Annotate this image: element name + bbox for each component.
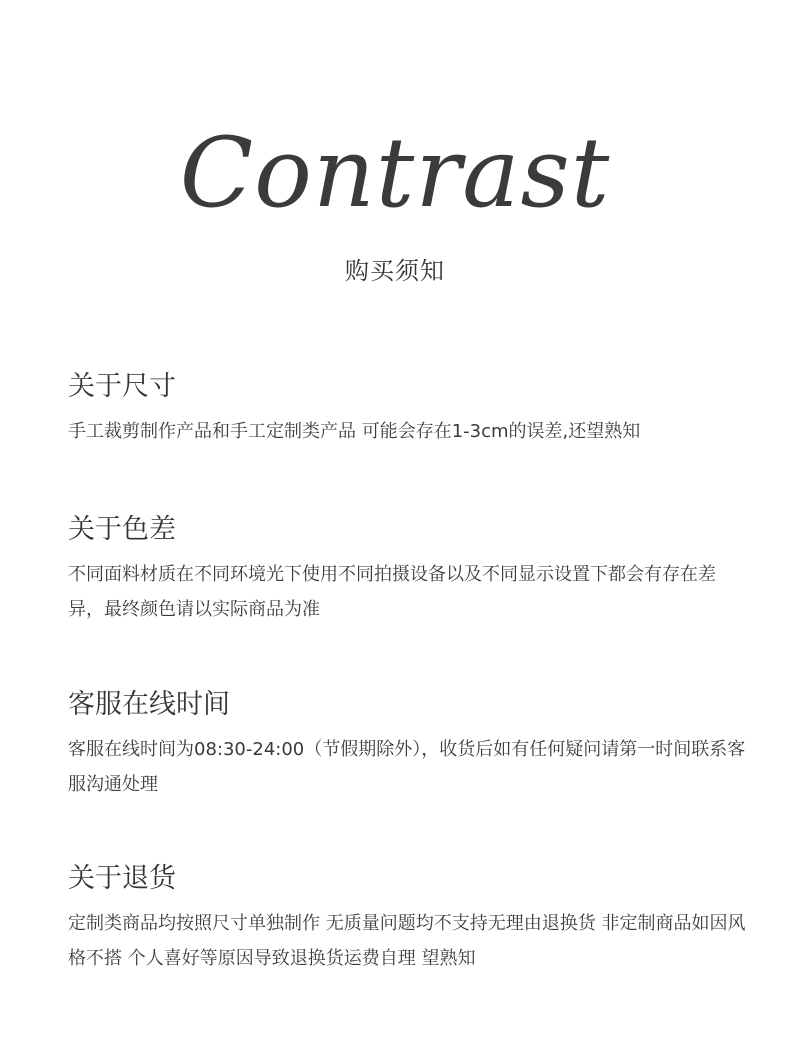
section-returns (68, 860, 748, 976)
brand-logo: Contrast (179, 117, 611, 229)
section-body-customer-service: 客服在线时间为08:30-24:00（节假期除外），收货后如有任何疑问请第一时间联系客服沟通处理 (68, 739, 746, 795)
section-title-returns: 关于退货 (68, 863, 176, 894)
section-customer-service (68, 686, 748, 802)
section-title-customer-service: 客服在线时间 (68, 689, 230, 720)
section-title-size: 关于尺寸 (68, 371, 176, 402)
section-body-size: 手工裁剪制作产品和手工定制类产品 可能会存在1-3cm的误差,还望熟知 (68, 421, 641, 442)
section-body-color-difference: 不同面料材质在不同环境光下使用不同拍摄设备以及不同显示设置下都会有存在差异，最终颜色请以实际商品为准 (68, 564, 716, 620)
section-color-difference (68, 511, 748, 627)
section-size (68, 368, 748, 449)
section-title-color-difference: 关于色差 (68, 514, 176, 545)
page-subtitle: 购买须知 (345, 257, 445, 285)
section-body-returns: 定制类商品均按照尺寸单独制作 无质量问题均不支持无理由退换货 非定制商品如因风格不搭 个人喜好等原因导致退换货运费自理 望熟知 (68, 913, 746, 969)
